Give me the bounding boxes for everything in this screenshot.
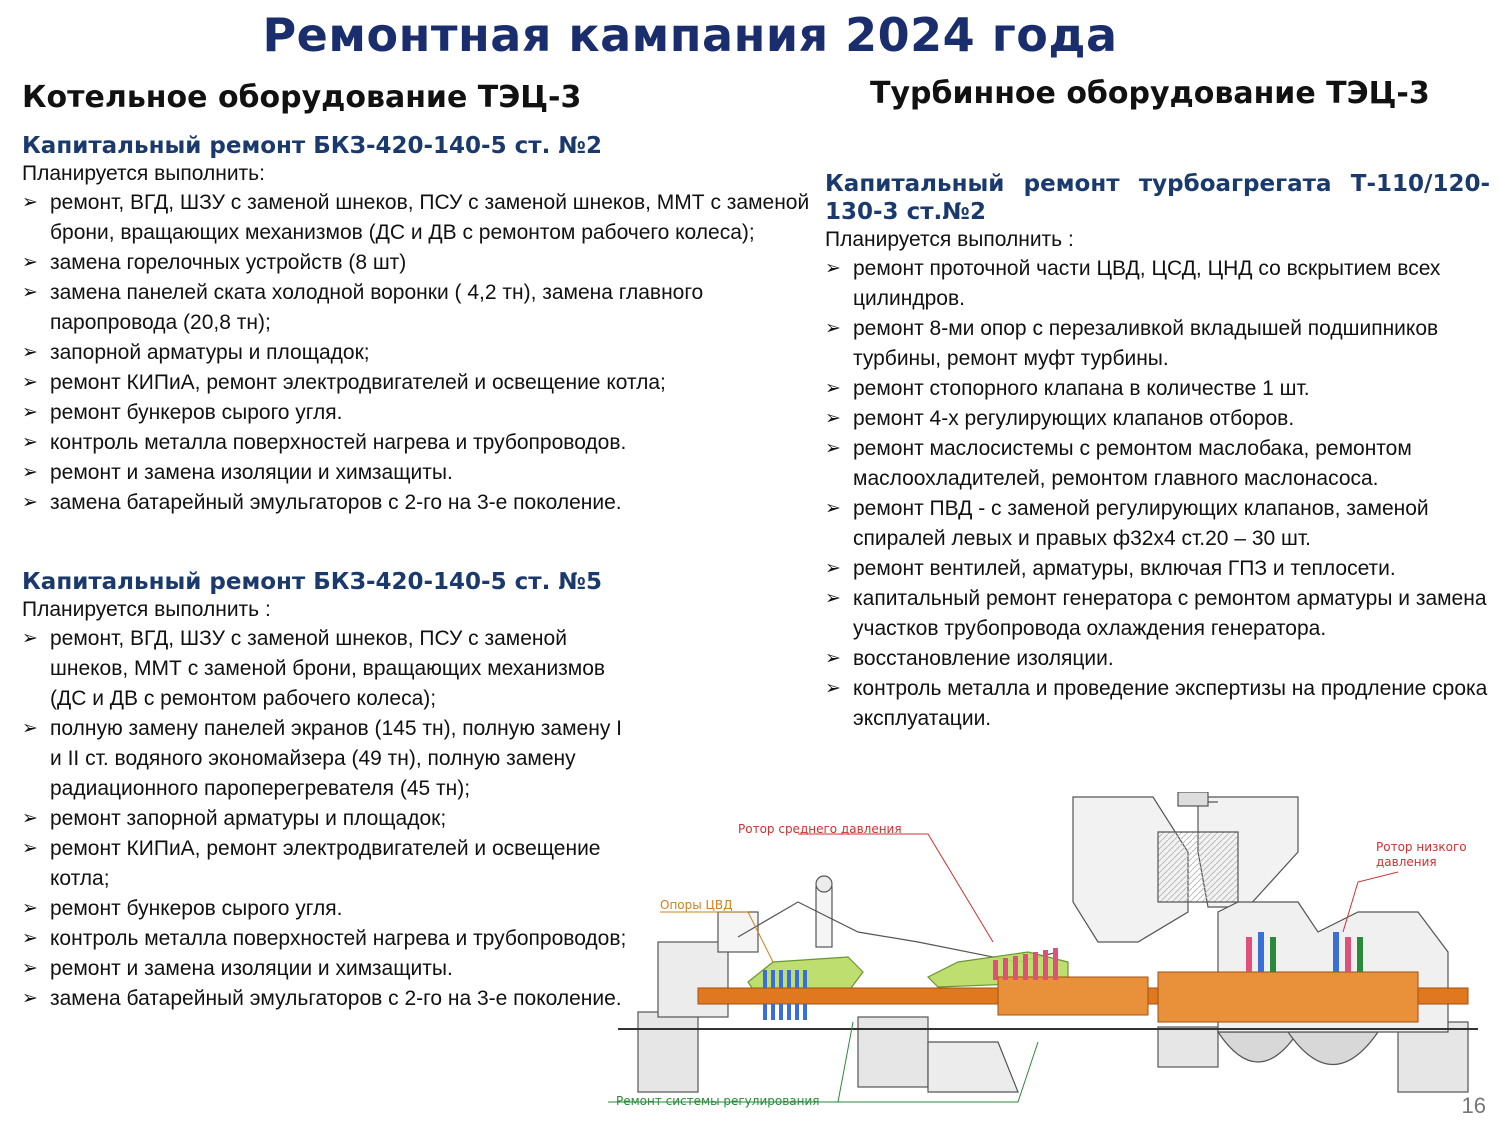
list-item [22, 894, 632, 924]
arrow-bullet-icon: ➢ [825, 558, 841, 579]
list-item-text: ремонт стопорного клапана в количестве 1 шт. [853, 377, 1310, 400]
list-item [22, 804, 632, 834]
list-item [825, 314, 1490, 374]
list-item-text: ремонт вентилей, арматуры, включая ГПЗ и теплосети. [853, 557, 1396, 580]
list-item [825, 644, 1490, 674]
list-item-text: ремонт запорной арматуры и площадок; [50, 807, 447, 830]
list-item-text: замена панелей ската холодной воронки ( 4,2 тн), замена главного паропровода (20,8 тн); [50, 281, 704, 334]
arrow-bullet-icon: ➢ [825, 678, 841, 699]
list-item [22, 458, 812, 488]
arrow-bullet-icon: ➢ [22, 838, 38, 859]
page-number: 16 [1461, 1093, 1486, 1118]
arrow-bullet-icon: ➢ [22, 282, 38, 303]
list-item-text: ремонт и замена изоляции и химзащиты. [50, 461, 453, 484]
list-item-text: замена батарейный эмульгаторов с 2-го на 3-е поколение. [50, 987, 622, 1010]
list-item-text: восстановление изоляции. [853, 647, 1114, 670]
arrow-bullet-icon: ➢ [22, 492, 38, 513]
list-item [825, 674, 1490, 734]
arrow-bullet-icon: ➢ [22, 432, 38, 453]
list-item-text: полную замену панелей экранов (145 тн), полную замену I и II ст. водяного экономайзера (49 тн), полную замену радиационного пароперегревателя (45 тн); [50, 717, 622, 800]
list-item-text: ремонт, ВГД, ШЗУ с заменой шнеков, ПСУ с заменой шнеков, ММТ с заменой брони, вращающих механизмов (ДС и ДВ с ремонтом рабочего колеса); [50, 191, 810, 244]
arrow-bullet-icon: ➢ [22, 372, 38, 393]
list-item [22, 834, 632, 894]
list-item-text: ремонт и замена изоляции и химзащиты. [50, 957, 453, 980]
rotor-low-pressure-label: Ротор низкого давления [1376, 840, 1467, 869]
repair-list [825, 254, 1490, 734]
boiler-2-section [22, 132, 812, 518]
list-item [22, 488, 812, 518]
arrow-bullet-icon: ➢ [825, 408, 841, 429]
arrow-bullet-icon: ➢ [22, 898, 38, 919]
list-item-text: контроль металла поверхностей нагрева и трубопроводов; [50, 927, 627, 950]
arrow-bullet-icon: ➢ [825, 258, 841, 279]
rotor-mid-pressure-label: Ротор среднего давления [738, 822, 902, 836]
arrow-bullet-icon: ➢ [825, 318, 841, 339]
list-item [22, 624, 632, 714]
boiler-equipment-heading: Котельное оборудование ТЭЦ-3 [22, 80, 582, 115]
arrow-bullet-icon: ➢ [22, 988, 38, 1009]
list-item [22, 338, 812, 368]
list-item-text: запорной арматуры и площадок; [50, 341, 370, 364]
section-title: Капитальный ремонт БКЗ-420-140-5 ст. №2 [22, 133, 602, 159]
turbine-2-section [825, 170, 1490, 734]
list-item-text: ремонт, ВГД, ШЗУ с заменой шнеков, ПСУ с заменой шнеков, ММТ с заменой брони, вращающих механизмов (ДС и ДВ с ремонтом рабочего колеса); [50, 627, 606, 710]
arrow-bullet-icon: ➢ [825, 588, 841, 609]
list-item-text: ремонт КИПиА, ремонт электродвигателей и освещение котла; [50, 837, 601, 890]
list-item-text: ремонт 4-х регулирующих клапанов отборов. [853, 407, 1295, 430]
arrow-bullet-icon: ➢ [22, 402, 38, 423]
list-item [22, 924, 632, 954]
list-item [825, 494, 1490, 554]
plan-label: Планируется выполнить : [825, 228, 1074, 251]
list-item-text: контроль металла поверхностей нагрева и трубопроводов. [50, 431, 627, 454]
list-item-text: ремонт проточной части ЦВД, ЦСД, ЦНД со вскрытием всех цилиндров. [853, 257, 1441, 310]
turbine-section-diagram [598, 792, 1488, 1112]
list-item [825, 584, 1490, 644]
control-system-label: Ремонт системы регулирования [616, 1094, 820, 1108]
hp-supports-label: Опоры ЦВД [660, 898, 733, 912]
arrow-bullet-icon: ➢ [22, 628, 38, 649]
section-title: Капитальный ремонт БКЗ-420-140-5 ст. №5 [22, 569, 602, 595]
arrow-bullet-icon: ➢ [22, 192, 38, 213]
section-title: Капитальный ремонт турбоагрегата Т-110/120-130-3 ст.№2 [825, 171, 1490, 225]
list-item [825, 434, 1490, 494]
arrow-bullet-icon: ➢ [22, 808, 38, 829]
plan-label: Планируется выполнить: [22, 162, 265, 185]
list-item-text: ремонт КИПиА, ремонт электродвигателей и освещение котла; [50, 371, 666, 394]
repair-list [22, 188, 812, 518]
turbine-equipment-heading: Турбинное оборудование ТЭЦ-3 [870, 76, 1430, 111]
list-item [22, 954, 632, 984]
list-item-text: капитальный ремонт генератора с ремонтом арматуры и замена участков трубопровода охлаждения генератора. [853, 587, 1487, 640]
arrow-bullet-icon: ➢ [825, 438, 841, 459]
list-item-text: контроль металла и проведение экспертизы на продление срока эксплуатации. [853, 677, 1488, 730]
plan-label: Планируется выполнить : [22, 598, 271, 621]
list-item [22, 428, 812, 458]
arrow-bullet-icon: ➢ [22, 462, 38, 483]
list-item [22, 398, 812, 428]
list-item [22, 984, 632, 1014]
list-item [22, 248, 812, 278]
list-item [825, 374, 1490, 404]
repair-list [22, 624, 632, 1014]
arrow-bullet-icon: ➢ [825, 378, 841, 399]
list-item [22, 278, 812, 338]
list-item [825, 254, 1490, 314]
list-item [22, 368, 812, 398]
arrow-bullet-icon: ➢ [22, 252, 38, 273]
list-item-text: ремонт ПВД - с заменой регулирующих клапанов, заменой спиралей левых и правых ф32х4 ст.20 – 30 шт. [853, 497, 1429, 550]
arrow-bullet-icon: ➢ [825, 648, 841, 669]
boiler-5-section [22, 568, 632, 1014]
page-title: Ремонтная кампания 2024 года [262, 8, 1118, 62]
list-item-text: замена горелочных устройств (8 шт) [50, 251, 407, 274]
list-item [22, 714, 632, 804]
arrow-bullet-icon: ➢ [22, 342, 38, 363]
turbine-drawing [598, 792, 1488, 1112]
list-item-text: ремонт бункеров сырого угля. [50, 897, 343, 920]
list-item [22, 188, 812, 248]
arrow-bullet-icon: ➢ [22, 928, 38, 949]
arrow-bullet-icon: ➢ [22, 958, 38, 979]
arrow-bullet-icon: ➢ [825, 498, 841, 519]
list-item [825, 404, 1490, 434]
list-item-text: ремонт бункеров сырого угля. [50, 401, 343, 424]
list-item-text: замена батарейный эмульгаторов с 2-го на 3-е поколение. [50, 491, 622, 514]
arrow-bullet-icon: ➢ [22, 718, 38, 739]
list-item-text: ремонт 8-ми опор с перезаливкой вкладышей подшипников турбины, ремонт муфт турбины. [853, 317, 1439, 370]
list-item [825, 554, 1490, 584]
list-item-text: ремонт маслосистемы с ремонтом маслобака, ремонтом маслоохладителей, ремонтом главного маслонасоса. [853, 437, 1412, 490]
